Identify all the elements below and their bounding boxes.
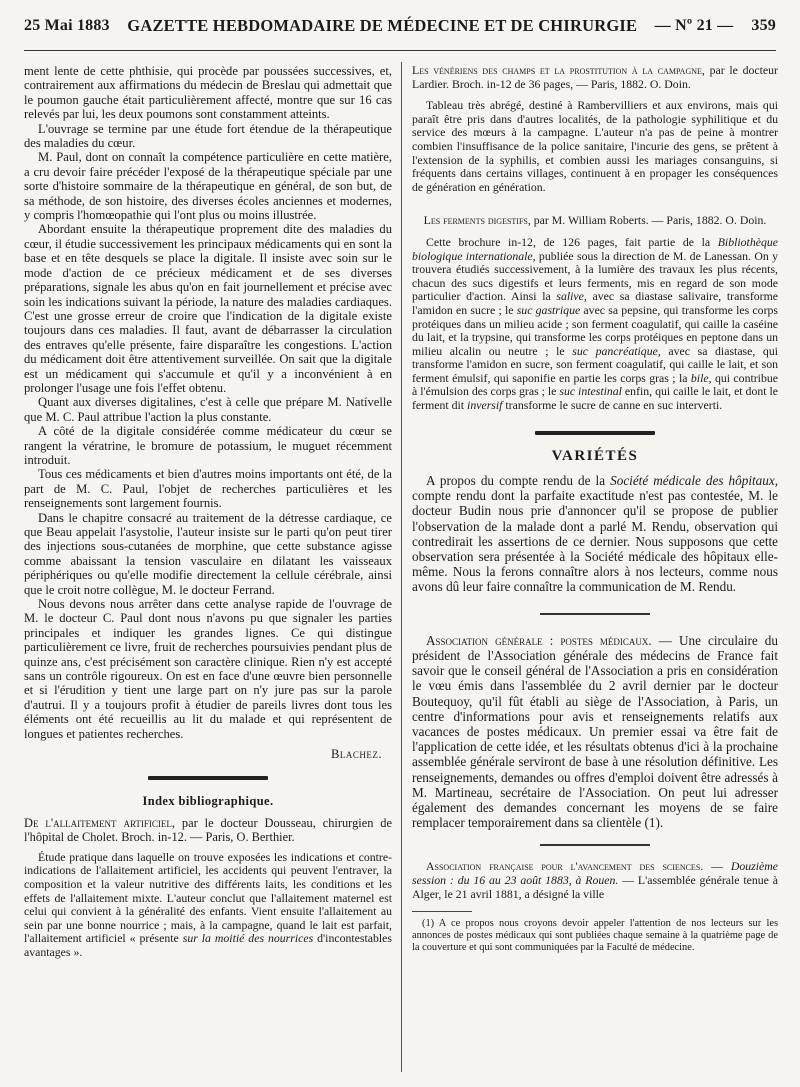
issue-number: — Nº 21 — xyxy=(654,17,734,34)
paragraph: Dans le chapitre consacré au traitement de la détresse cardiaque, ce que Beau appelait l'asystolie, l'auteur insiste sur le parti qu'on peut tirer des injections sous-cutanées de morphine, que cette substance agisse comme abaissant la tension vasculaire en dilatant les vaisseaux périphériques ou qu'elle modifie directement la cellule cérébrale, ainsi que le croit notre collègue, M. le docteur Ferrand. xyxy=(24,510,392,597)
bibliography-entry-body: Tableau très abrégé, destiné à Rambervilliers et aux environs, mais qui paraît être pris dans d'autres localités, de la pathologie syphilitique et du service des mœurs à la campagne. L'auteur n'a pas de peine à montrer combien l'insuffisance de la police sanitaire, l'incurie des gens, se prêtent à l'extension de la syphilis, et combien aussi les mariages consanguins, si fréquents dans certains villages, continuent à en propager les conséquences de génération en génération. xyxy=(412,98,778,194)
issue-date: 25 Mai 1883 xyxy=(24,17,110,34)
footnote-rule xyxy=(412,911,472,912)
paragraph: Association française pour l'avancement des sciences. — Douzième session : du 16 au 23 août 1883, à Rouen. — L'assemblée générale tenue à Alger, le 21 avril 1881, a désigné la ville xyxy=(412,859,778,901)
paragraph: ment lente de cette phthisie, qui procède par poussées successives, et, contrairement aux affirmations du médecin de Breslau qui admettait que le poumon gauche était particulièrement affecté, montre que sur 16 cas relevés par lui, les deux poumons sont constamment atteints. xyxy=(24,64,392,122)
journal-title: GAZETTE HEBDOMADAIRE DE MÉDECINE ET DE CHIRURGIE xyxy=(127,16,638,35)
bibliography-entry-heading: Les ferments digestifs, par M. William Roberts. — Paris, 1882. O. Doin. xyxy=(423,213,767,228)
paragraph: Tous ces médicaments et bien d'autres moins importants ont été, de la part de M. C. Paul, l'objet de recherches particulières et les renseignements sont largement fournis. xyxy=(24,467,392,511)
paragraph: Quant aux diverses digitalines, c'est à celle que prépare M. Natívelle que M. C. Paul attribue l'action la plus constante. xyxy=(24,395,392,424)
header-rule xyxy=(24,50,776,51)
paragraph: A propos du compte rendu de la Société médicale des hôpitaux, compte rendu dont la parfaite exactitude n'est pas contestée, M. le docteur Budin nous prie d'annoncer qu'il se propose de publier l'observation de la malade dont a parlé M. Rendu, observation qui contredirait les assertions de ce dernier. Nous supposons que cette observation sera présentée à la Société médicale des hôpitaux elle-même. Nous la ferons connaître alors à nos lecteurs, comme nous avons dû leur faire connaître la communication de M. Rendu. xyxy=(412,473,779,595)
section-title: Index bibliographique. xyxy=(142,793,274,808)
paragraph: Abordant ensuite la thérapeutique proprement dite des maladies du cœur, il étudie successivement les principaux médicaments qui en sont la base et en tête desquels se place la digitale. Il insiste avec soin sur le mode d'action de ce précieux médicament et de ses diverses préparations, signale les abus qu'on en fait journellement et précise avec soin les indications suivant la période, la nature des maladies cardiaques. C'est une grosse erreur de croire que l'indication de la digitale existe toujours dans ces maladies. Il faut, avant de débarrasser la circulation des entraves qu'elle présente, faire disparaître les congestions. L'action du médicament doit être attentivement surveillée. On sait que la digitale est un médicament qui s'accumule et qu'il y a inconvénient à en prolonger l'usage une fois l'effet obtenu. xyxy=(24,222,392,395)
bibliography-entry-heading: Les vénériens des champs et la prostitution à la campagne, par le docteur Lardier. Broch. in-12 de 36 pages, — Paris, 1882. O. Doin. xyxy=(412,63,778,91)
paragraph: M. Paul, dont on connaît la compétence particulière en cette matière, a cru devoir faire précéder l'exposé de la thérapeutique spéciale par une sorte d'histoire sommaire de la thérapeutique en général, de son but, de sa méthode, de son histoire, des diverses écoles anciennes et modernes, y compris l'homœopathie qui l'ont plus ou moins illustrée. xyxy=(24,150,392,223)
paragraph: Association générale : postes médicaux. — Une circulaire du président de l'Association générale des médecins de France fait savoir que le conseil général de l'Association a pris en considération le vœu émis dans l'assemblée du 2 avril dernier par le docteur Boutequoy, qu'il fût établi au siège de l'Association, à Paris, un centre d'informations pour avis et renseignements relatifs aux vacances de postes médicaux. Un premier essai va être fait de l'application de cette idée, et les résultats obtenus d'ici à la prochaine assemblée générale serviront de base à une résolution définitive. Les renseignements, demandes ou offres d'emploi doivent être adressés à M. Martineau, secrétaire de l'Association. On peut lui adresser également des demandes concernant les moyens de se faire remplacer temporairement dans sa clientèle (1). xyxy=(412,632,778,831)
section-separator xyxy=(535,431,655,435)
bibliography-entry-heading: De l'allaitement artificiel, par le docteur Dousseau, chirurgien de l'hôpital de Cholet. Broch. in-12. — Paris, O. Berthier. xyxy=(24,815,392,845)
page-number: 359 xyxy=(751,17,776,34)
author-signature: Blachez. xyxy=(330,747,382,762)
paragraph: Nous devons nous arrêter dans cette analyse rapide de l'ouvrage de M. le docteur C. Paul dont nous n'avons pu que signaler les parties principales et indiquer les grandes lignes. Ce qui distingue particulièrement ce livre, fruit de recherches poursuivies pendant plus de quinze ans, c'est précisément son caractère clinique. Rien n'y est accepté sans un contrôle rigoureux. On est en face d'une œuvre bien personnelle et si l'érudition y tient une large part on n'y jure pas sur la parole d'autrui. Il y a toujours profit à étudier de pareils livres dont tous les éléments ont été recueillis au lit du malade et qui représentent de longues et patientes recherches. xyxy=(24,597,392,741)
column-divider xyxy=(401,62,402,1072)
footnote: (1) A ce propos nous croyons devoir appeler l'attention de nos lecteurs sur les annonces de postes médicaux qui sont publiées chaque semaine à la quatrième page de la couverture et qui sont communiquées par la Faculté de médecine. xyxy=(412,918,778,954)
paragraph: A côté de la digitale considérée comme médicateur du cœur se rangent la vératrine, le bromure de potassium, le muguet récemment introduit. xyxy=(24,424,392,467)
paragraph: L'ouvrage se termine par une étude fort étendue de la thérapeutique des maladies du cœur. xyxy=(24,121,392,151)
section-title: VARIÉTÉS xyxy=(551,447,639,464)
section-separator xyxy=(540,613,650,615)
section-separator xyxy=(148,776,268,780)
section-separator xyxy=(540,844,650,846)
bibliography-entry-body: Étude pratique dans laquelle on trouve exposées les indications et contre-indications de l'allaitement artificiel, les accidents qui peuvent l'entraver, la composition et la valeur nutritive des différents laits, les conditions et les effets de l'allaitement mixte. L'auteur conclut que l'allaitement maternel est celui qui convient à la généralité des enfants. Vient ensuite l'allaitement au sein par une bonne nourrice ; mais, à la campagne, quand le lait est parfait, l'allaitement artificiel « présente sur la moitié des nourrices d'incontestables avantages ». xyxy=(24,849,392,959)
folio xyxy=(655,17,776,35)
running-header xyxy=(24,8,776,44)
right-column xyxy=(412,64,778,954)
bibliography-entry-body: Cette brochure in-12, de 126 pages, fait partie de la Bibliothèque biologique internationale, publiée sous la direction de M. de Lanessan. On y trouvera étudiés successivement, à la lumière des travaux les plus récents, chacun des sucs digestifs et leurs ferments, mis en regard de son mode particulier d'action. Ainsi la salive, avec sa diastase salivaire, transforme l'amidon en sucre ; le suc gastrique avec sa pepsine, qui transforme les corps protéiques dans un milieu acide ; son ferment coagulatif, qui caille la caséine du lait, et la trypsine, qui transforme les corps protéiques en peptone dans un milieu alcalin ou neutre ; le suc pancréatique, avec sa diastase, qui transforme l'amidon en sucre, son ferment coagulatif, qui caille le lait, et son ferment émulsif, qui saponifie en partie les corps gras ; la bile, qui contribue à l'émulsion des corps gras ; le suc intestinal enfin, qui caille le lait, et dont le ferment dit inversif transforme le sucre de canne en suc interverti. xyxy=(412,234,779,413)
left-column xyxy=(24,64,392,959)
